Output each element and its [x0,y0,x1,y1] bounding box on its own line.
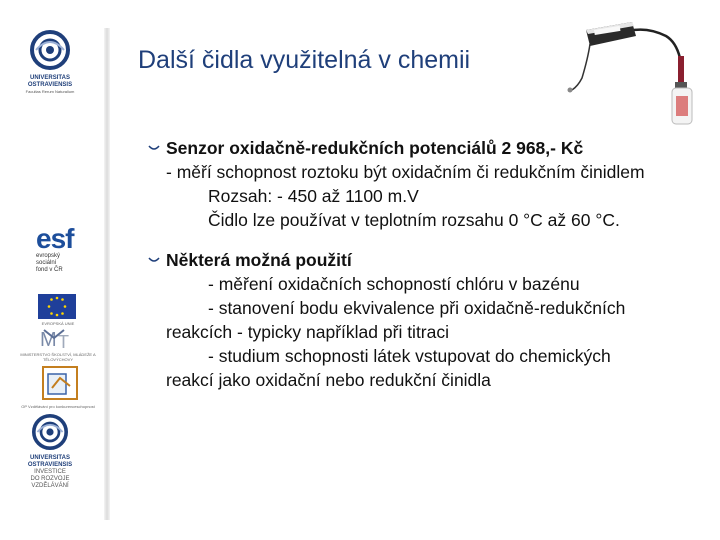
bullet-section-1 [150,136,715,232]
university-sub-top: OSTRAVIENSIS [27,82,73,88]
bullet-line: - stanovení bodu ekvivalence při oxidačně-redukčních [208,298,626,318]
university-name-bottom: UNIVERSITAS [30,455,70,461]
bullet-icon [148,257,160,263]
slide-title: Další čidla využitelná v chemii [138,46,471,74]
svg-text:M: M [40,329,57,351]
bullet-heading-text: Některá možná použití [166,250,352,270]
esf-wordmark: esf [36,223,74,254]
university-logo-top [22,30,78,94]
bullet-heading-2 [150,248,715,272]
esf-caption-line-1: evropský [36,253,61,259]
invest-caption-1: INVESTICE [34,469,66,475]
bullet-line: reakcí jako oxidační nebo redukční činidla [166,370,491,390]
op-caption: OP Vzdělávání pro konkurenceschopnost [21,404,95,409]
svg-text:T: T [58,332,69,352]
sidebar [0,0,108,520]
university-sub-bottom: OSTRAVIENSIS [27,462,73,468]
bullet-line: - měří schopnost roztoku být oxidačním či redukčním činidlem [166,162,645,182]
op-vk-logo-icon [40,364,80,402]
invest-caption-3: VZDĚLÁVÁNÍ [31,483,69,489]
bullet-heading-1 [150,136,715,160]
bullet-line: reakcích - typicky například při titraci [166,322,450,342]
msmt-emblem-icon [36,326,82,352]
bullet-line: - studium schopnosti látek vstupovat do chemických [208,346,611,366]
bullet-line: - měření oxidačních schopností chlóru v bazénu [208,274,580,294]
esf-caption-line-2: sociální [36,260,57,266]
university-name-top: UNIVERSITAS [30,75,70,81]
section-gap [150,232,715,248]
bullet-line: Rozsah: - 450 až 1100 m.V [208,186,419,206]
bullet-line: Čidlo lze používat v teplotním rozsahu 0 °C až 60 °C. [208,210,620,230]
eu-flag-icon [38,294,76,319]
invest-caption-2: DO ROZVOJE [30,476,70,482]
university-emblem-icon [32,414,68,450]
eu-caption: EVROPSKÁ UNIE [41,321,75,326]
university-logo-bottom [22,414,78,490]
orp-sensor-image [548,0,720,138]
bullet-section-2 [150,248,715,392]
msmt-caption: MINISTERSTVO ŠKOLSTVÍ, MLÁDEŽE A TĚLOVÝCHOVY [20,352,96,362]
esf-logo [36,225,96,274]
slide-content [150,136,715,392]
bullet-icon [148,145,160,151]
sensor-photo [548,0,720,138]
esf-caption-line-3: fond v ČR [36,267,63,273]
university-emblem-icon [30,30,70,70]
sidebar-divider [104,28,110,520]
bullet-heading-text: Senzor oxidačně-redukčních potenciálů 2 968,- Kč [166,138,584,158]
faculty-name: Facultas Rerum Naturalium [25,89,75,94]
